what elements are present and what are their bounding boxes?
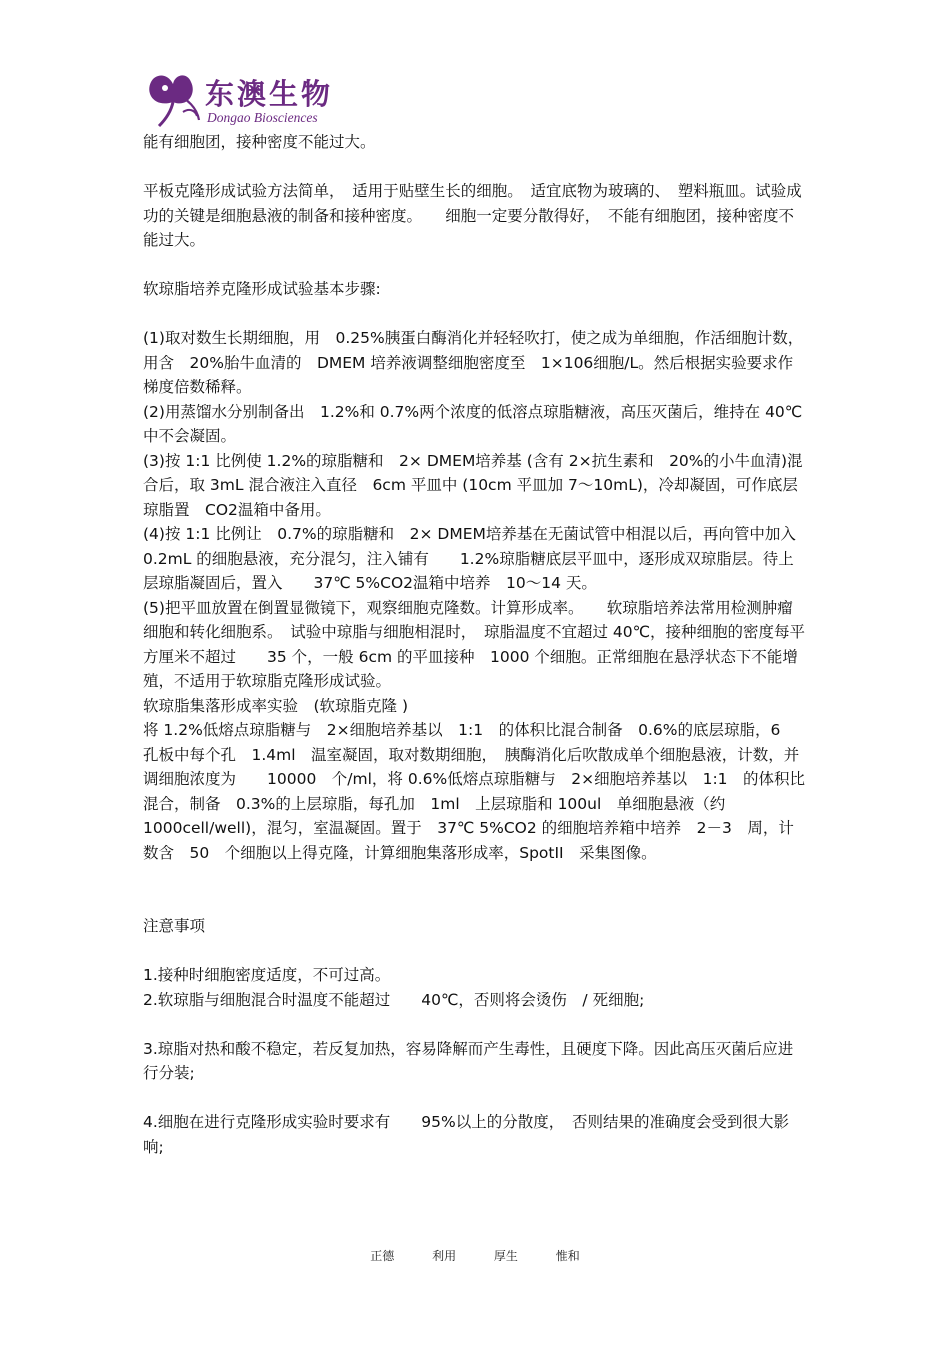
step-5: (5)把平皿放置在倒置显微镜下，观察细胞克隆数。计算形成率。 软琼脂培养法常用检测肿瘤细胞和转化细胞系。 试验中琼脂与细胞相混时， 琼脂温度不宜超过 40℃，接种细胞的密度每平方厘米不超过 35 个，一般 6cm 的平皿接种 1000 个细胞。正常细胞在悬浮状态下不能增殖，不适用于软琼脂克隆形成试验。 [143,598,806,690]
document-body [143,130,812,1159]
paragraph-colony-protocol: 将 1.2%低熔点琼脂糖与 2×细胞培养基以 1:1 的体积比混合制备 0.6%的底层琼脂，6 孔板中每个孔 1.4ml 温室凝固，取对数期细胞， 胰酶消化后吹散成单个细胞悬液，计数，并调细胞浓度为 10000 个/ml，将 0.6%低熔点琼脂糖与 2×细胞培养基以 1:1 的体积比混合，制备 0.3%的上层琼脂，每孔加 1ml 上层琼脂和 100ul 单细胞悬液（约 1000cell/well)，混匀，室温凝固。置于 37℃ 5%CO2 的细胞培养箱中培养 2－3 周，计数含 50 个细胞以上得克隆，计算细胞集落形成率，SpotII 采集图像。 [143,721,806,862]
paragraph-continuation: 能有细胞团，接种密度不能过大。 [143,133,376,151]
logo-chinese-text: 东澳生物 [205,77,334,111]
footer-motto-4: 惟和 [555,1249,580,1263]
page-footer [0,1247,950,1264]
flower-logo-icon [143,68,207,130]
step-4: (4)按 1:1 比例让 0.7%的琼脂糖和 2× DMEM培养基在无菌试管中相混以后，再向管中加入 0.2mL 的细胞悬液，充分混匀，注入铺有 1.2%琼脂糖底层平皿中，逐形成双琼脂层。待上层琼脂凝固后，置入 37℃ 5%CO2温箱中培养 10～14 天。 [143,525,812,592]
heading-soft-agar-steps: 软琼脂培养克隆形成试验基本步骤: [143,280,381,298]
footer-motto-2: 利用 [432,1249,457,1263]
note-4: 4.细胞在进行克隆形成实验时要求有 95%以上的分散度， 否则结果的准确度会受到很大影响; [143,1113,789,1156]
paragraph-plate-clone: 平板克隆形成试验方法简单， 适用于贴壁生长的细胞。 适宜底物为玻璃的、 塑料瓶皿。试验成功的关键是细胞悬液的制备和接种密度。 细胞一定要分散得好， 不能有细胞团，接种密度不能过大。 [143,182,802,249]
note-2: 2.软琼脂与细胞混合时温度不能超过 40℃，否则将会烫伤 / 死细胞; [143,990,645,1009]
note-3: 3.琼脂对热和酸不稳定，若反复加热，容易降解而产生毒性，且硬度下降。因此高压灭菌后应进行分装; [143,1039,794,1082]
footer-motto-3: 厚生 [493,1249,518,1263]
heading-colony-formation: 软琼脂集落形成率实验 (软琼脂克隆 ) [143,696,409,715]
note-1: 1.接种时细胞密度适度，不可过高。 [143,966,391,984]
step-3: (3)按 1:1 比例使 1.2%的琼脂糖和 2× DMEM培养基 (含有 2×抗生素和 20%的小牛血清)混合后，取 3mL 混合液注入直径 6cm 平皿中 (10cm 平皿加 7～10mL)，冷却凝固，可作底层琼脂置 CO2温箱中备用。 [143,451,803,519]
step-1: (1)取对数生长期细胞，用 0.25%胰蛋白酶消化并轻轻吹打，使之成为单细胞，作活细胞计数，用含 20%胎牛血清的 DMEM 培养液调整细胞密度至 1×106细胞/L。然后根据实验要求作梯度倍数稀释。 [143,329,804,396]
logo-english-text: Dongao Biosciences [207,110,318,125]
footer-motto-1: 正德 [370,1249,395,1263]
company-logo [143,68,363,130]
step-2: (2)用蒸馏水分别制备出 1.2%和 0.7%两个浓度的低溶点琼脂糖液，高压灭菌后，维持在 40℃中不会凝固。 [143,402,803,445]
heading-notes: 注意事项 [143,917,206,935]
